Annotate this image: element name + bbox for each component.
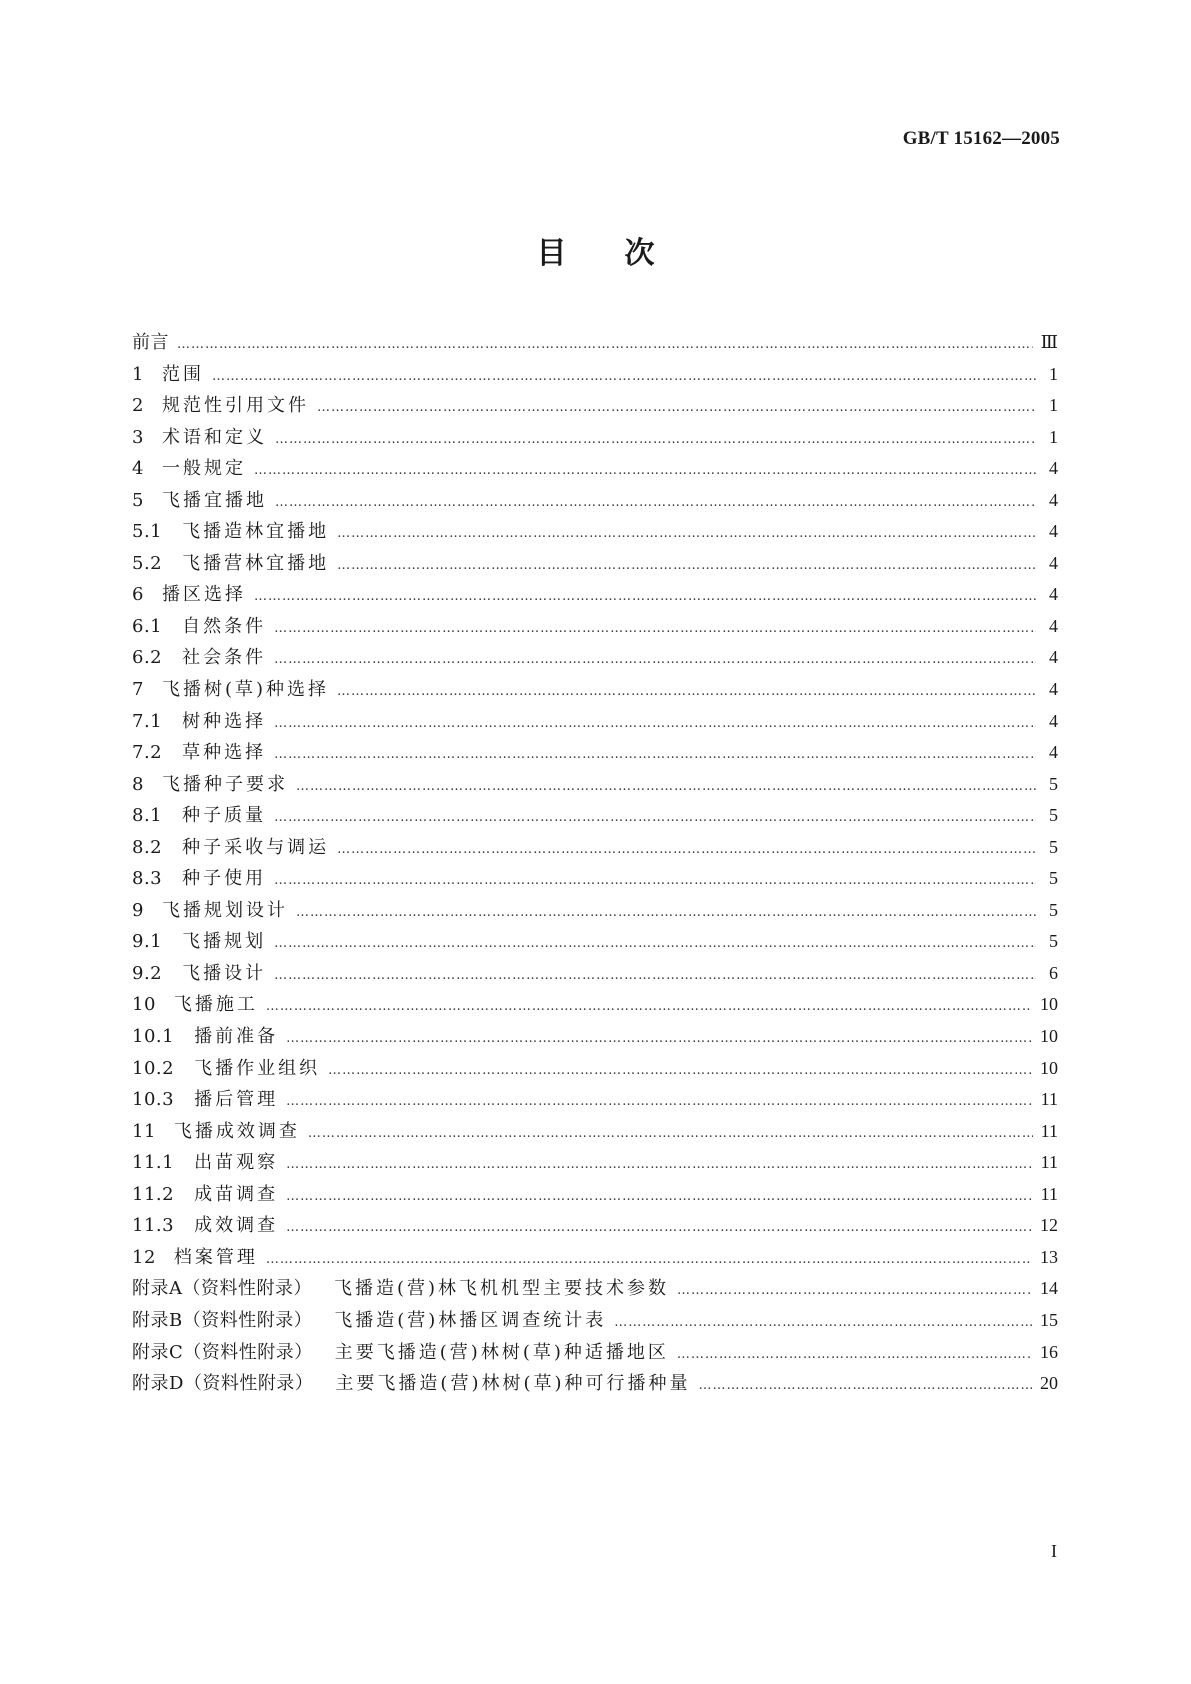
toc-entry[interactable] — [132, 516, 1058, 548]
toc-entry-page: 4 — [1049, 584, 1058, 605]
toc-entry-page: 5 — [1049, 868, 1058, 889]
toc-entry-page: 4 — [1049, 458, 1058, 479]
toc-entry-page: 11 — [1040, 1120, 1058, 1141]
toc-entry-page: 10 — [1040, 994, 1058, 1015]
toc-entry-number: 8.3 — [132, 868, 163, 890]
toc-entry[interactable] — [132, 863, 1058, 895]
toc-entry-title: 飞播宜播地 — [161, 489, 267, 511]
toc-entry-number: 10.2 — [132, 1057, 175, 1079]
toc-entry-number: 9.1 — [132, 931, 163, 953]
toc-entry-page: 1 — [1049, 395, 1058, 416]
toc-leader-dots — [677, 1275, 1032, 1307]
toc-entry-title: 社会条件 — [182, 647, 267, 669]
toc-entry-number: 5.2 — [132, 552, 163, 574]
toc-entry[interactable] — [132, 832, 1058, 864]
toc-entry-number: 4 — [132, 458, 144, 480]
toc-entry[interactable] — [132, 1116, 1058, 1148]
toc-entry-page: 15 — [1040, 1309, 1058, 1330]
toc-leader-dots — [275, 487, 1036, 519]
standard-number: GB/T 15162—2005 — [902, 128, 1060, 149]
toc-leader-dots — [275, 424, 1036, 456]
toc-entry-page: 20 — [1040, 1373, 1058, 1394]
toc-entry[interactable] — [132, 1273, 1058, 1305]
toc-entry[interactable] — [132, 1084, 1058, 1116]
toc-entry-page: 4 — [1049, 489, 1058, 510]
toc-entry-title: 飞播作业组织 — [194, 1057, 321, 1079]
toc-entry-page: 4 — [1049, 521, 1058, 542]
toc-entry[interactable] — [132, 800, 1058, 832]
toc-entry[interactable] — [132, 1021, 1058, 1053]
toc-entry-page: Ⅲ — [1040, 332, 1058, 352]
toc-leader-dots — [296, 771, 1036, 803]
toc-leader-dots — [677, 1339, 1032, 1371]
toc-entry[interactable] — [132, 926, 1058, 958]
toc-leader-dots — [296, 897, 1036, 929]
toc-entry-title: 播前准备 — [194, 1026, 279, 1048]
toc-entry-page: 6 — [1049, 962, 1058, 983]
toc-entry-title: 飞播设计 — [182, 962, 267, 984]
toc-leader-dots — [614, 1307, 1032, 1339]
toc-entry-title: 术语和定义 — [161, 426, 267, 448]
toc-entry-title: 种子采收与调运 — [182, 836, 330, 858]
toc-entry-title: 飞播成效调查 — [173, 1120, 300, 1142]
toc-entry[interactable] — [132, 390, 1058, 422]
toc-entry-number: 6.2 — [132, 647, 163, 669]
toc-entry-page: 10 — [1040, 1026, 1058, 1047]
toc-entry[interactable] — [132, 359, 1058, 391]
toc-leader-dots — [286, 1086, 1033, 1118]
toc-leader-dots — [328, 1055, 1032, 1087]
toc-entry-title: 范围 — [161, 363, 204, 385]
toc-leader-dots — [286, 1149, 1033, 1181]
toc-entry[interactable] — [132, 989, 1058, 1021]
toc-leader-dots — [254, 455, 1036, 487]
toc-entry-number: 附录C（资料性附录） — [132, 1341, 313, 1363]
toc-entry-page: 10 — [1040, 1057, 1058, 1078]
toc-entry-page: 16 — [1040, 1341, 1058, 1362]
toc-entry-title: 飞播种子要求 — [161, 773, 288, 795]
toc-entry[interactable] — [132, 611, 1058, 643]
toc-leader-dots — [274, 613, 1036, 645]
toc-entry[interactable] — [132, 579, 1058, 611]
toc-leader-dots — [177, 329, 1033, 361]
toc-entry-title: 主要飞播造(营)林树(草)种适播地区 — [334, 1341, 669, 1363]
toc-leader-dots — [317, 392, 1036, 424]
toc-entry-title: 飞播施工 — [173, 994, 258, 1016]
toc-entry-page: 5 — [1049, 899, 1058, 920]
toc-entry-title: 规范性引用文件 — [161, 395, 309, 417]
toc-entry-title: 树种选择 — [182, 710, 267, 732]
toc-entry[interactable] — [132, 769, 1058, 801]
toc-entry-title: 飞播造(营)林播区调查统计表 — [334, 1309, 607, 1331]
page-title: 目次 — [536, 236, 713, 271]
toc-leader-dots — [337, 676, 1036, 708]
toc-entry-number: 前言 — [132, 332, 169, 353]
toc-entry-title: 档案管理 — [173, 1246, 258, 1268]
toc-entry-page: 5 — [1049, 805, 1058, 826]
toc-entry[interactable] — [132, 895, 1058, 927]
toc-entry-page: 14 — [1040, 1278, 1058, 1299]
toc-entry[interactable] — [132, 674, 1058, 706]
toc-entry-title: 飞播树(草)种选择 — [161, 679, 329, 701]
toc-leader-dots — [266, 1244, 1032, 1276]
toc-entry-title: 种子使用 — [182, 868, 267, 890]
toc-entry-number: 5.1 — [132, 521, 163, 543]
toc-entry[interactable] — [132, 1305, 1058, 1337]
toc-entry-page: 12 — [1040, 1215, 1058, 1236]
toc-entry[interactable] — [132, 485, 1058, 517]
toc-entry-title: 一般规定 — [161, 458, 246, 480]
toc-leader-dots — [286, 1023, 1032, 1055]
toc-entry-number: 附录B（资料性附录） — [132, 1309, 313, 1331]
toc-entry[interactable] — [132, 737, 1058, 769]
toc-entry-page: 5 — [1049, 773, 1058, 794]
toc-entry-number: 7.2 — [132, 742, 163, 764]
toc-entry[interactable] — [132, 1368, 1058, 1400]
toc-leader-dots — [254, 581, 1036, 613]
toc-entry[interactable] — [132, 958, 1058, 990]
toc-leader-dots — [212, 361, 1036, 393]
toc-entry[interactable] — [132, 327, 1058, 359]
toc-entry[interactable] — [132, 453, 1058, 485]
toc-leader-dots — [274, 644, 1036, 676]
toc-leader-dots — [274, 802, 1036, 834]
toc-leader-dots — [274, 928, 1036, 960]
toc-entry-title: 成苗调查 — [194, 1183, 279, 1205]
toc-entry-title: 飞播规划设计 — [161, 899, 288, 921]
toc-leader-dots — [274, 865, 1036, 897]
toc-entry-page: 11 — [1040, 1089, 1058, 1110]
toc-entry-title: 飞播造(营)林飞机机型主要技术参数 — [334, 1278, 670, 1300]
toc-leader-dots — [274, 708, 1036, 740]
toc-entry-number: 9.2 — [132, 962, 163, 984]
page-number: I — [1051, 1541, 1057, 1561]
toc-entry-number: 2 — [132, 395, 144, 417]
toc-entry[interactable] — [132, 422, 1058, 454]
toc-entry[interactable] — [132, 1179, 1058, 1211]
toc-entry-title: 成效调查 — [194, 1215, 279, 1237]
toc-entry-page: 4 — [1049, 679, 1058, 700]
toc-entry-number: 7.1 — [132, 710, 163, 732]
toc-entry-number: 6.1 — [132, 615, 163, 637]
toc-entry-number: 10.1 — [132, 1026, 175, 1048]
toc-leader-dots — [308, 1118, 1033, 1150]
toc-leader-dots — [699, 1370, 1032, 1402]
toc-entry-page: 11 — [1040, 1152, 1058, 1173]
toc-entry-number: 5 — [132, 489, 144, 511]
toc-entry-page: 13 — [1040, 1246, 1058, 1267]
toc-entry-number: 10 — [132, 994, 156, 1016]
toc-entry-number: 12 — [132, 1246, 156, 1268]
toc-entry-page: 4 — [1049, 710, 1058, 731]
toc-entry-number: 9 — [132, 899, 144, 921]
toc-leader-dots — [286, 1181, 1033, 1213]
toc-entry-number: 8.2 — [132, 836, 163, 858]
toc-entry-number: 6 — [132, 584, 144, 606]
toc-entry[interactable] — [132, 548, 1058, 580]
toc-entry-page: 5 — [1049, 931, 1058, 952]
toc-entry[interactable] — [132, 1242, 1058, 1274]
toc-leader-dots — [337, 550, 1036, 582]
toc-entry-title: 播后管理 — [194, 1089, 279, 1111]
toc-entry-page: 4 — [1049, 647, 1058, 668]
toc-entry-page: 1 — [1049, 363, 1058, 384]
toc-leader-dots — [337, 518, 1036, 550]
toc-leader-dots — [274, 739, 1036, 771]
toc-entry-title: 飞播造林宜播地 — [182, 521, 330, 543]
toc-entry-number: 10.3 — [132, 1089, 175, 1111]
toc-entry-page: 4 — [1049, 615, 1058, 636]
toc-entry-title: 主要飞播造(营)林树(草)种可行播种量 — [335, 1373, 691, 1395]
toc-entry-number: 3 — [132, 426, 144, 448]
toc-entry[interactable] — [132, 1147, 1058, 1179]
toc-entry-title: 自然条件 — [182, 615, 267, 637]
toc-leader-dots — [274, 960, 1036, 992]
toc-entry-number: 11 — [132, 1120, 156, 1142]
toc-entry-title: 播区选择 — [161, 584, 246, 606]
toc-entry-number: 8.1 — [132, 805, 163, 827]
toc-entry-title: 种子质量 — [182, 805, 267, 827]
toc-entry-page: 4 — [1049, 552, 1058, 573]
toc-entry-page: 4 — [1049, 742, 1058, 763]
toc-entry-number: 7 — [132, 679, 144, 701]
toc-entry-page: 1 — [1049, 426, 1058, 447]
toc-entry[interactable] — [132, 1337, 1058, 1369]
toc-entry-number: 附录A（资料性附录） — [132, 1278, 312, 1300]
toc-leader-dots — [286, 1212, 1032, 1244]
toc-entry-number: 11.3 — [132, 1215, 175, 1237]
toc-entry[interactable] — [132, 1053, 1058, 1085]
toc-entry-number: 附录D（资料性附录） — [132, 1373, 314, 1395]
toc-entry[interactable] — [132, 642, 1058, 674]
toc-entry[interactable] — [132, 1210, 1058, 1242]
toc-entry-number: 1 — [132, 363, 144, 385]
toc-leader-dots — [266, 991, 1032, 1023]
table-of-contents — [132, 327, 1058, 1400]
toc-entry[interactable] — [132, 706, 1058, 738]
toc-entry-number: 11.1 — [132, 1152, 175, 1174]
toc-entry-page: 11 — [1040, 1183, 1058, 1204]
toc-entry-title: 飞播规划 — [182, 931, 267, 953]
toc-entry-number: 11.2 — [132, 1183, 175, 1205]
toc-entry-title: 草种选择 — [182, 742, 267, 764]
toc-leader-dots — [337, 834, 1036, 866]
toc-entry-title: 飞播营林宜播地 — [182, 552, 330, 574]
toc-entry-number: 8 — [132, 773, 144, 795]
toc-entry-page: 5 — [1049, 836, 1058, 857]
toc-entry-title: 出苗观察 — [194, 1152, 279, 1174]
